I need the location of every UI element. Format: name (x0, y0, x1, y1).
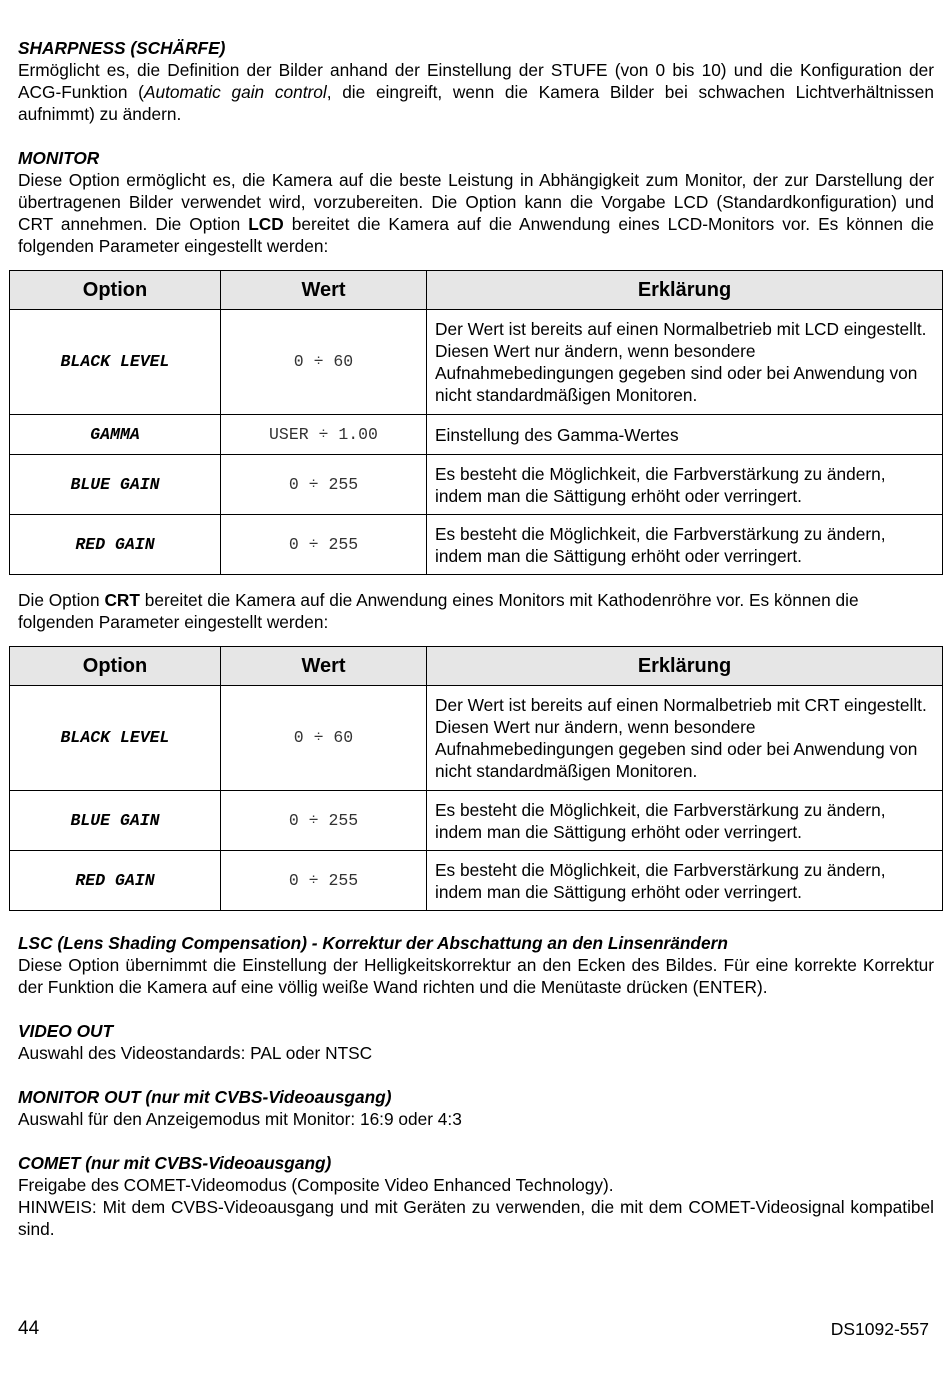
row-value: 0 ÷ 255 (221, 791, 427, 851)
monitor-out-body: Auswahl für den Anzeigemodus mit Monitor: 16:9 oder 4:3 (18, 1109, 462, 1129)
row-explanation: Einstellung des Gamma-Wertes (427, 415, 943, 455)
comet-note: HINWEIS: Mit dem CVBS-Videoausgang und mit Geräten zu verwenden, die mit dem COMET-Videosignal kompatibel sind. (18, 1197, 934, 1239)
crt-parameter-table (9, 646, 943, 911)
row-explanation: Der Wert ist bereits auf einen Normalbetrieb mit CRT eingestellt. Diesen Wert nur ändern, wenn besondere Aufnahmebedingungen gegeben sind oder bei Anwendung von nicht standardmäßigen Monitoren. (427, 686, 943, 791)
section-lsc (18, 932, 934, 998)
row-option: BLACK LEVEL (10, 686, 221, 791)
comet-body: Freigabe des COMET-Videomodus (Composite Video Enhanced Technology). (18, 1175, 614, 1195)
section-video-out (18, 1020, 934, 1064)
video-out-body: Auswahl des Videostandards: PAL oder NTSC (18, 1043, 373, 1063)
row-option: RED GAIN (10, 851, 221, 911)
monitor-body-text: Diese Option ermöglicht es, die Kamera auf die beste Leistung in Abhängigkeit zum Monitor, der zur Darstellung der übertragenen Bilder verwendet wird, vorzubereiten. Die Option kann die Vorgabe LCD (Standardkonfiguration) und CRT annehmen. Die Option (18, 170, 934, 234)
section-comet (18, 1152, 934, 1240)
row-explanation: Es besteht die Möglichkeit, die Farbverstärkung zu ändern, indem man die Sättigung erhöht oder verringert. (427, 851, 943, 911)
lsc-body: Diese Option übernimmt die Einstellung der Helligkeitskorrektur an den Ecken des Bildes. Für eine korrekte Korrektur der Funktion die Kamera auf eine völlig weiße Wand richten und die Menütaste drücken (ENTER). (18, 955, 934, 997)
row-value: 0 ÷ 255 (221, 851, 427, 911)
crt-intro-bold: CRT (104, 590, 140, 610)
row-value: 0 ÷ 60 (221, 686, 427, 791)
crt-intro (18, 589, 934, 633)
header-explanation: Erklärung (427, 271, 943, 310)
monitor-body (18, 169, 934, 257)
table-row (10, 851, 943, 911)
header-option: Option (10, 647, 221, 686)
row-value: 0 ÷ 60 (221, 310, 427, 415)
crt-intro-text: Die Option (18, 590, 105, 610)
section-monitor (18, 147, 934, 257)
page-content (18, 37, 934, 1240)
lsc-heading: LSC (Lens Shading Compensation) - Korrektur der Abschattung an den Linsenrändern (18, 933, 728, 953)
row-option: BLUE GAIN (10, 791, 221, 851)
row-explanation: Der Wert ist bereits auf einen Normalbetrieb mit LCD eingestellt. Diesen Wert nur ändern, wenn besondere Aufnahmebedingungen gegeben sind oder bei Anwendung von nicht standardmäßigen Monitoren. (427, 310, 943, 415)
sharpness-body-text: Ermöglicht es, die Definition der Bilder anhand der Einstellung der STUFE (von 0 bis 10) und die Konfiguration der ACG-Funktion ( (18, 60, 934, 102)
section-monitor-out (18, 1086, 934, 1130)
row-explanation: Es besteht die Möglichkeit, die Farbverstärkung zu ändern, indem man die Sättigung erhöht oder verringert. (427, 515, 943, 575)
header-value: Wert (221, 647, 427, 686)
row-explanation: Es besteht die Möglichkeit, die Farbverstärkung zu ändern, indem man die Sättigung erhöht oder verringert. (427, 791, 943, 851)
header-option: Option (10, 271, 221, 310)
sharpness-body-italic: Automatic gain control (143, 82, 327, 102)
table-row (10, 515, 943, 575)
page-number: 44 (18, 1318, 40, 1339)
header-value: Wert (221, 271, 427, 310)
table-row (10, 415, 943, 455)
row-value: 0 ÷ 255 (221, 515, 427, 575)
sharpness-body-text-end: , die eingreift, wenn die Kamera Bilder bei schwachen Lichtverhältnissen aufnimmt) zu ändern. (18, 82, 934, 124)
row-option: RED GAIN (10, 515, 221, 575)
table-row (10, 455, 943, 515)
table-row (10, 686, 943, 791)
table-row (10, 310, 943, 415)
row-option: GAMMA (10, 415, 221, 455)
crt-intro-text-end: bereitet die Kamera auf die Anwendung eines Monitors mit Kathodenröhre vor. Es können die folgenden Parameter eingestellt werden: (18, 590, 859, 632)
video-out-heading: VIDEO OUT (18, 1021, 114, 1041)
document-code: DS1092-557 (830, 1319, 929, 1339)
table-header-row (10, 271, 943, 310)
row-explanation: Es besteht die Möglichkeit, die Farbverstärkung zu ändern, indem man die Sättigung erhöht oder verringert. (427, 455, 943, 515)
sharpness-body (18, 59, 934, 125)
header-explanation: Erklärung (427, 647, 943, 686)
monitor-body-bold: LCD (248, 214, 284, 234)
row-value: 0 ÷ 255 (221, 455, 427, 515)
row-value: USER ÷ 1.00 (221, 415, 427, 455)
row-option: BLUE GAIN (10, 455, 221, 515)
section-sharpness (18, 37, 934, 125)
table-header-row (10, 647, 943, 686)
monitor-heading: MONITOR (18, 148, 100, 168)
row-option: BLACK LEVEL (10, 310, 221, 415)
monitor-out-heading: MONITOR OUT (nur mit CVBS-Videoausgang) (18, 1087, 392, 1107)
lcd-parameter-table (9, 270, 943, 575)
sharpness-heading: SHARPNESS (SCHÄRFE) (18, 38, 226, 58)
table-row (10, 791, 943, 851)
comet-heading: COMET (nur mit CVBS-Videoausgang) (18, 1153, 332, 1173)
monitor-body-text-end: bereitet die Kamera auf die Anwendung eines LCD-Monitors vor. Es können die folgenden Parameter eingestellt werden: (18, 214, 934, 256)
